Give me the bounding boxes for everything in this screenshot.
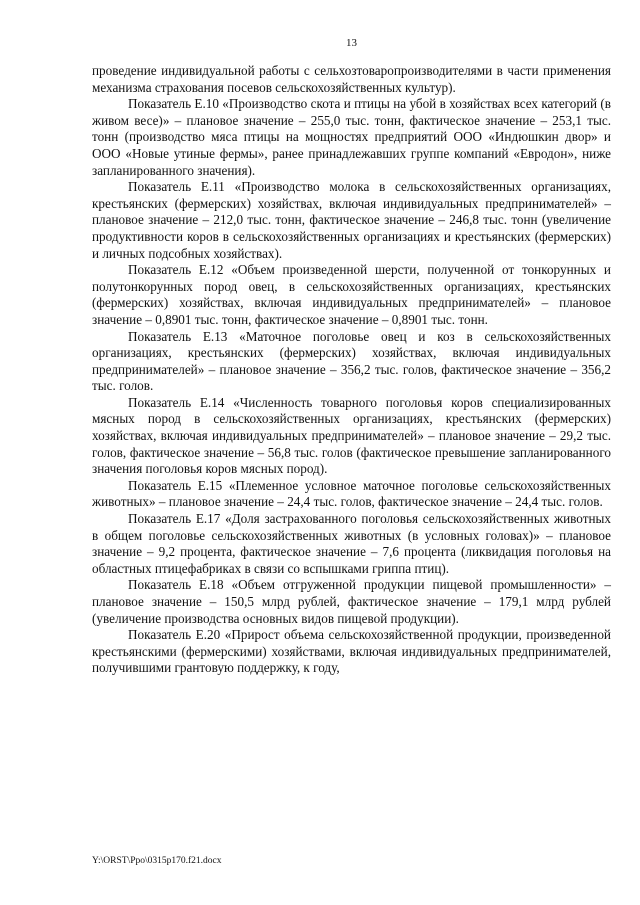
paragraph-e14: Показатель Е.14 «Численность товарного поголовья коров специализированных мясных пород в сельскохозяйственных организациях, крестьянских (фермерских) хозяйствах, включая индивидуальных предпринимателей» – плановое значение – 29,2 тыс. голов, фактическое значение – 56,8 тыс. голов (фактическое превышение запланированного значения поголовья коров мясных пород). [92,394,611,477]
document-page [92,36,611,677]
footer-file-path: Y:\ORST\Ppo\0315p170.f21.docx [92,856,222,866]
paragraph-e15: Показатель Е.15 «Племенное условное маточное поголовье сельскохозяйственных животных» – плановое значение – 24,4 тыс. голов, фактическое значение – 24,4 тыс. голов. [92,477,611,510]
paragraph-e18: Показатель Е.18 «Объем отгруженной продукции пищевой промышленности» – плановое значение – 150,5 млрд рублей, фактическое значение – 179,1 млрд рублей (увеличение производства основных видов пищевой продукции). [92,577,611,626]
paragraph-e10: Показатель Е.10 «Производство скота и птицы на убой в хозяйствах всех категорий (в живом весе)» – плановое значение – 255,0 тыс. тонн, фактическое значение – 253,1 тыс. тонн (производство мяса птицы на мощностях предприятий ООО «Индюшкин двор» и ООО «Новые утиные фермы», ранее принадлежавших группе компаний «Евродон», ниже запланированного значения). [92,96,611,178]
paragraph-e12: Показатель Е.12 «Объем произведенной шерсти, полученной от тонкорунных и полутонкорунных пород овец, в сельскохозяйственных организациях, крестьянских (фермерских) хозяйствах, включая индивидуальных предпринимателей» – плановое значение – 0,8901 тыс. тонн, фактическое значение – 0,8901 тыс. тонн. [92,262,611,327]
paragraph-e17: Показатель Е.17 «Доля застрахованного поголовья сельскохозяйственных животных в общем поголовье сельскохозяйственных животных (в условных головах)» – плановое значение – 9,2 процента, фактическое значение – 7,6 процента (ликвидация поголовья на областных птицефабриках в связи со вспышками гриппа птиц). [92,511,611,576]
page-number: 13 [346,37,357,49]
paragraph-continuation: проведение индивидуальной работы с сельхозтоваропроизводителями в части применения механизма страхования посевов сельскохозяйственных культур). [92,63,611,95]
paragraph-e11: Показатель Е.11 «Производство молока в сельскохозяйственных организациях, крестьянских (фермерских) хозяйствах, включая индивидуальных предпринимателей» – плановое значение – 212,0 тыс. тонн, фактическое значение – 246,8 тыс. тонн (увеличение продуктивности коров в сельскохозяйственных организациях и крестьянских (фермерских) и личных подсобных хозяйствах). [92,179,611,261]
paragraph-e20: Показатель Е.20 «Прирост объема сельскохозяйственной продукции, произведенной крестьянскими (фермерскими) хозяйствами, включая индивидуальных предпринимателей, получившими грантовую поддержку, к году, [92,627,611,676]
paragraph-e13: Показатель Е.13 «Маточное поголовье овец и коз в сельскохозяйственных организациях, крестьянских (фермерских) хозяйствах, включая индивидуальных предпринимателей» – плановое значение – 356,2 тыс. голов, фактическое значение – 356,2 тыс. голов. [92,328,611,394]
